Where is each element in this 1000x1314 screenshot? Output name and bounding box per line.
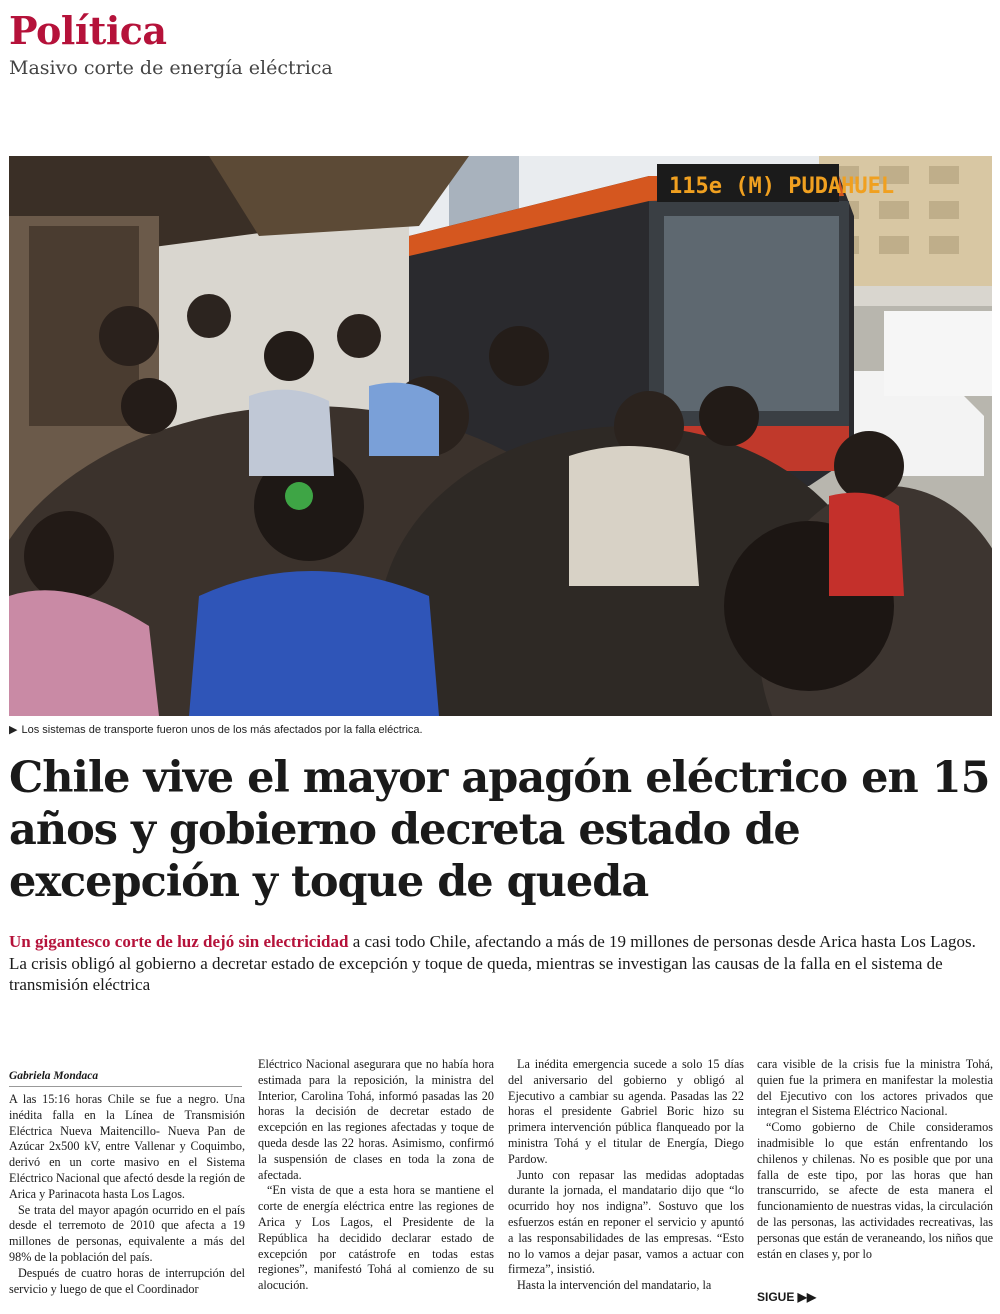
lead-highlight: Un gigantesco corte de luz dejó sin electricidad (9, 932, 349, 951)
article-column-4 (757, 1057, 993, 1262)
article-column-2 (258, 1057, 494, 1294)
paragraph: Junto con repasar las medidas adoptadas durante la jornada, el mandatario dijo que “lo ocurrido hoy nos indigna”. Sostuvo que los esfuerzos están en reponer el servicio y apuntó a las responsabilidades de las empresas. “Esto no lo vamos a dejar pasar, vamos a actuar con firmeza”, insistió. (508, 1167, 744, 1277)
play-triangle-icon: ▶ (9, 724, 18, 736)
section-title: Política (9, 8, 167, 53)
paragraph: cara visible de la crisis fue la ministra Tohá, quien fue la primera en manifestar la molestia del Ejecutivo con los actores privados que integran el Sistema Eléctrico Nacional. (757, 1057, 993, 1119)
article-column-1 (9, 1092, 245, 1297)
paragraph: La inédita emergencia sucede a solo 15 días del aniversario del gobierno y obligó al Ejecutivo a cambiar su agenda. Pasadas las 22 horas el presidente Gabriel Boric hizo su primera intervención pública flanqueado por la ministra Tohá y el titular de Energía, Diego Pardow. (508, 1057, 744, 1166)
article-column-3 (508, 1057, 744, 1294)
bus-route-sign: 115e (M) PUDAHUEL (669, 174, 895, 199)
lead-text: a casi todo Chile, afectando a más de 19 millones de personas desde Arica hasta Los Lagos. La crisis obligó al gobierno a decretar estado de excepción y toque de queda, mientras se investigan las causas de la falla en el sistema de transmisión eléctrica (9, 932, 976, 994)
paragraph: Eléctrico Nacional asegurara que no había hora estimada para la reposición, la ministra del Interior, Carolina Tohá, informó pasadas las 20 horas la decisión de decretar estado de excepción en las regiones afectadas y toque de queda desde las 22 horas. Asimismo, confirmó la suspensión de clases en toda la zona de afectada. (258, 1057, 494, 1182)
news-photo (9, 156, 992, 716)
continue-label: SIGUE ▶▶ (757, 1290, 817, 1304)
paragraph: Después de cuatro horas de interrupción del servicio y luego de que el Coordinador (9, 1265, 245, 1296)
headline: Chile vive el mayor apagón eléctrico en 15 años y gobierno decreta estado de excepción y toque de queda (9, 753, 990, 907)
byline: Gabriela Mondaca (9, 1068, 242, 1087)
paragraph: “En vista de que a esta hora se mantiene el corte de energía eléctrica entre las regiones de Arica y Los Lagos, el Presidente de la República ha decidido declarar estado de excepción por catástrofe en todas estas regiones”, manifestó Tohá al comienzo de su alocución. (258, 1183, 494, 1293)
photo-caption (9, 722, 423, 738)
photo-caption-text: Los sistemas de transporte fueron unos de los más afectados por la falla eléctrica. (21, 724, 423, 736)
paragraph: A las 15:16 horas Chile se fue a negro. Una inédita falla en la Línea de Transmisión Eléctrica Nueva Maitencillo- Nueva Pan de Azúcar 2x500 kV, entre Vallenar y Coquimbo, derivó en un corte masivo en el Sistema Eléctrico Nacional que afectó desde la región de Arica y Parinacota hasta Los Lagos. (9, 1092, 245, 1201)
paragraph: Se trata del mayor apagón ocurrido en el país desde el terremoto de 2010 que afecta a 19 millones de personas, equivalente a más del 98% de la población del país. (9, 1202, 245, 1264)
lead-paragraph (9, 931, 994, 996)
paragraph: “Como gobierno de Chile consideramos inadmisible lo que están enfrentando los chilenos y chilenas. No es posible que por una falla de este tipo, por las horas que han transcurrido, se afecte de esta manera el funcionamiento de nuestras vidas, la circulación de las personas, las actividades recreativas, las personas que están de veraneando, los niños que están en clases y, por lo (757, 1120, 993, 1261)
paragraph: Hasta la intervención del mandatario, la (517, 1278, 712, 1293)
section-subtitle: Masivo corte de energía eléctrica (9, 57, 333, 79)
